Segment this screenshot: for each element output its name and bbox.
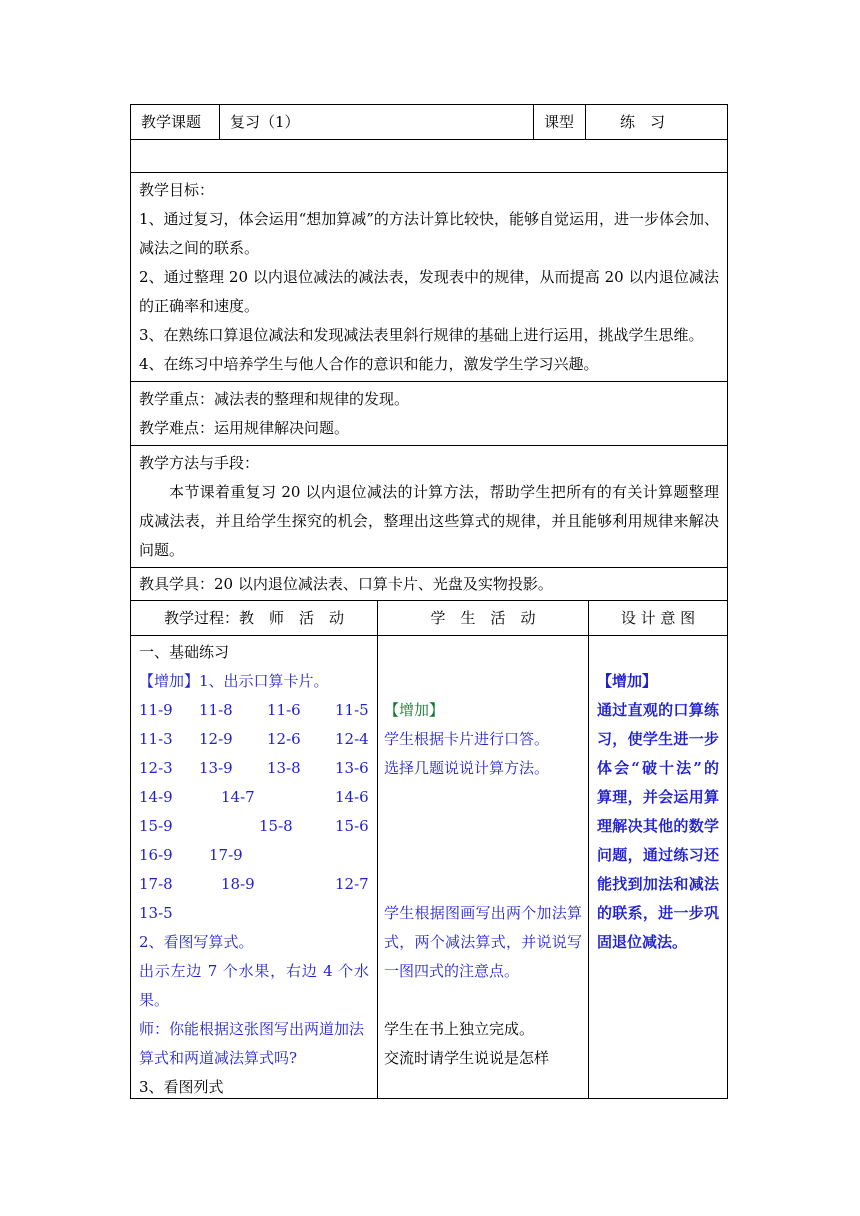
student-line-oral: 学生根据卡片进行口答。 <box>384 730 550 748</box>
calc-item: 11-3 <box>139 730 173 748</box>
lesson-plan-table <box>130 104 728 1099</box>
calc-item: 13-6 <box>335 759 369 777</box>
tools-text: 教具学具：20 以内退位减法表、口算卡片、光盘及实物投影。 <box>139 575 553 593</box>
added-tag-design: 【增加】 <box>597 672 658 690</box>
calc-item: 14-6 <box>335 788 369 806</box>
calc-item: 17-9 <box>209 846 243 864</box>
item-oral-cards: 1、出示口算卡片。 <box>199 672 329 690</box>
calc-item: 13-8 <box>267 759 301 777</box>
calc-item: 14-9 <box>139 788 173 806</box>
type-label: 课型 <box>534 105 586 139</box>
calc-item: 11-5 <box>335 701 369 719</box>
calc-item: 12-6 <box>267 730 301 748</box>
calc-item: 15-6 <box>335 817 369 835</box>
student-line-method: 选择几题说说计算方法。 <box>384 759 550 777</box>
added-tag: 【增加】 <box>139 672 200 690</box>
calc-item: 14-7 <box>221 788 255 806</box>
calc-row <box>139 725 369 754</box>
calc-item: 12-3 <box>139 759 173 777</box>
student-para-formula: 学生根据图画写出两个加法算式，两个减法算式，并说说写一图四式的注意点。 <box>384 904 582 980</box>
calc-item: 13-9 <box>199 759 233 777</box>
calc-item: 12-7 <box>335 875 369 893</box>
teaching-focus: 教学重点：减法表的整理和规律的发现。 <box>139 390 410 408</box>
calc-item: 15-8 <box>259 817 293 835</box>
teacher-activity-cell <box>131 636 378 1098</box>
design-intent-header: 设 计 意 图 <box>620 609 696 627</box>
objective-item: 3、在熟练口算退位减法和发现减法表里斜行规律的基础上进行运用，挑战学生思维。 <box>139 326 704 344</box>
type-value: 练 习 <box>620 113 666 131</box>
student-activity-cell <box>378 636 589 1098</box>
objectives-title: 教学目标： <box>139 181 215 199</box>
calc-item: 17-8 <box>139 875 173 893</box>
process-header-row <box>130 600 728 635</box>
student-independent: 学生在书上独立完成。 <box>384 1020 535 1038</box>
item-picture-equation: 3、看图列式 <box>139 1078 224 1096</box>
card-item <box>139 667 369 696</box>
calc-item: 18-9 <box>221 875 255 893</box>
methods-title: 教学方法与手段： <box>139 454 260 472</box>
calc-row <box>139 783 369 812</box>
calc-row <box>139 696 369 725</box>
header-row <box>130 104 728 139</box>
topic-value: 复习（1） <box>220 105 534 139</box>
calc-row <box>139 841 369 870</box>
calc-item: 11-6 <box>267 701 301 719</box>
calc-item: 11-8 <box>199 701 233 719</box>
calc-row <box>139 899 369 928</box>
objective-item: 1、通过复习，体会运用“想加算减”的方法计算比较快，能够自觉运用，进一步体会加、减法之间的联系。 <box>139 210 719 257</box>
blank-row <box>130 139 728 172</box>
objective-item: 2、通过整理 20 以内退位减法的减法表，发现表中的规律，从而提高 20 以内退位减法的正确率和速度。 <box>139 268 719 315</box>
teacher-question: 师：你能根据这张图写出两道加法算式和两道减法算式吗? <box>139 1020 365 1067</box>
calc-row <box>139 870 369 899</box>
process-body-row <box>130 635 728 1099</box>
calc-row <box>139 754 369 783</box>
student-exchange: 交流时请学生说说是怎样 <box>384 1049 550 1067</box>
design-intent-cell <box>589 636 727 1098</box>
objective-item: 4、在练习中培养学生与他人合作的意识和能力，激发学生学习兴趣。 <box>139 355 599 373</box>
methods-section <box>130 445 728 567</box>
topic-label: 教学课题 <box>131 105 220 139</box>
calc-item: 12-4 <box>335 730 369 748</box>
calc-item: 16-9 <box>139 846 173 864</box>
item-picture-desc: 出示左边 7 个水果，右边 4 个水果。 <box>139 962 369 1009</box>
section-basic-practice: 一、基础练习 <box>139 643 230 661</box>
key-points-section <box>130 381 728 445</box>
objectives-section <box>130 172 728 381</box>
calc-item: 12-9 <box>199 730 233 748</box>
item-picture-formula: 2、看图写算式。 <box>139 933 254 951</box>
calc-item: 11-9 <box>139 701 173 719</box>
calc-grid <box>139 696 369 928</box>
tools-section <box>130 567 728 600</box>
teaching-difficulty: 教学难点：运用规律解决问题。 <box>139 419 350 437</box>
calc-item: 13-5 <box>139 904 173 922</box>
design-intent-body: 通过直观的口算练习，使学生进一步体会“破十法”的算理，并会运用算理解决其他的数学问题，通过练习还能找到加法和减法的联系，进一步巩固退位减法。 <box>597 701 719 951</box>
calc-row <box>139 812 369 841</box>
added-tag-student: 【增加】 <box>384 701 445 719</box>
teacher-activity-header: 教学过程：教 师 活 动 <box>131 601 378 635</box>
calc-item: 15-9 <box>139 817 173 835</box>
methods-body: 本节课着重复习 20 以内退位减法的计算方法，帮助学生把所有的有关计算题整理成减法表，并且给学生探究的机会，整理出这些算式的规律，并且能够利用规律来解决问题。 <box>139 483 719 559</box>
student-activity-header: 学 生 活 动 <box>378 601 589 635</box>
